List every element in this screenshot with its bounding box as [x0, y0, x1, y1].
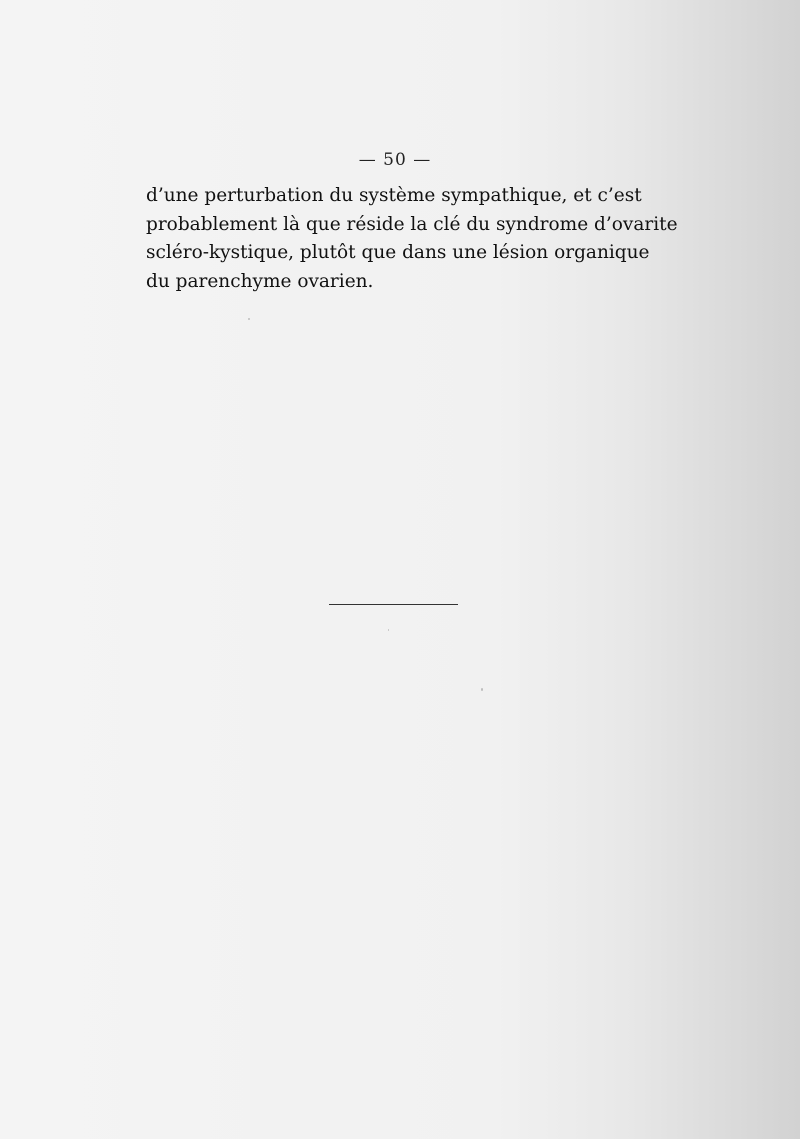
page-number: — 50 — [358, 150, 432, 170]
paper-speck [481, 688, 483, 691]
paper-speck [248, 318, 250, 320]
paragraph-line: d’une perturbation du système sympathique, et c’est [146, 185, 642, 206]
paper-speck [388, 629, 389, 631]
body-paragraph [146, 182, 678, 296]
paragraph-line: scléro-kystique, plutôt que dans une lésion organique [146, 242, 650, 263]
end-of-chapter-rule [329, 604, 458, 605]
paragraph-line: probablement là que réside la clé du syndrome d’ovarite [146, 213, 678, 235]
paragraph-line: du parenchyme ovarien. [146, 270, 374, 292]
